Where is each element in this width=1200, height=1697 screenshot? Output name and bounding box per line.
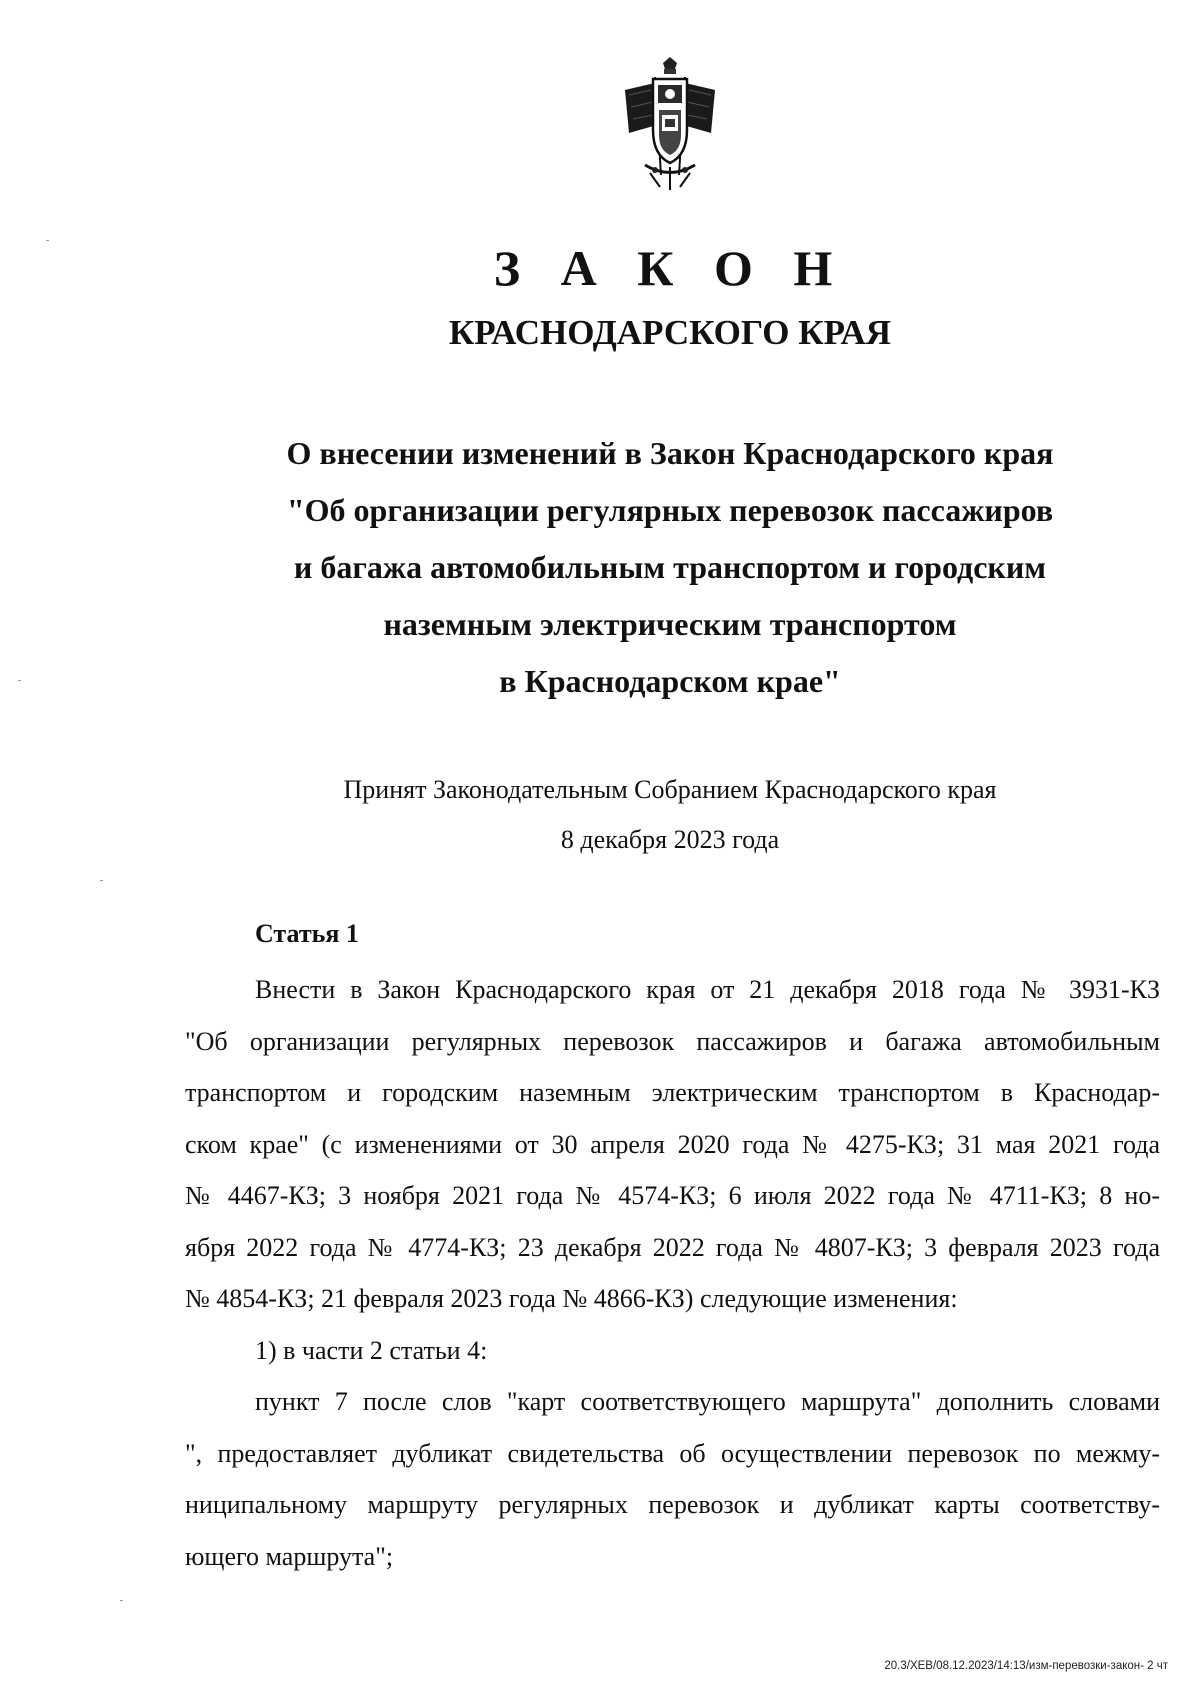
- issuing-region-title: КРАСНОДАРСКОГО КРАЯ: [448, 313, 892, 352]
- law-title-line: наземным электрическим транспортом: [383, 606, 957, 642]
- adoption-date: 8 декабря 2023 года: [560, 825, 780, 854]
- adoption-note: [270, 765, 1070, 865]
- document-footer-code: 20.3/ХЕВ/08.12.2023/14:13/изм-перевозки-закон- 2 чт: [884, 1660, 1168, 1672]
- body-line: транспортом и городским наземным электрическим транспортом в Краснодар-: [185, 1078, 1160, 1107]
- body-line: ября 2022 года № 4774-КЗ; 23 декабря 2022 года № 4807-КЗ; 3 февраля 2023 года: [185, 1232, 1160, 1262]
- krasnodar-krai-coat-of-arms-icon: [615, 55, 725, 195]
- body-line: ниципальному маршруту регулярных перевозок и дубликат карты соответству-: [185, 1490, 1160, 1519]
- body-line: № 4467-КЗ; 3 ноября 2021 года № 4574-КЗ; 6 июля 2022 года № 4711-КЗ; 8 но-: [185, 1181, 1160, 1210]
- body-line: № 4854-КЗ; 21 февраля 2023 года № 4866-КЗ) следующие изменения:: [185, 1284, 958, 1313]
- law-title-line: О внесении изменений в Закон Краснодарского края: [286, 435, 1054, 471]
- article-heading: Статья 1: [255, 919, 359, 948]
- body-line: 1) в части 2 статьи 4:: [255, 1335, 488, 1365]
- adoption-body: Принят Законодательным Собранием Краснодарского края: [343, 775, 997, 804]
- law-title: [270, 425, 1070, 710]
- document-type-title: З А К О Н: [493, 240, 847, 296]
- scan-speck: [18, 680, 21, 681]
- law-title-line: и багажа автомобильным транспортом и городским: [293, 549, 1047, 585]
- scan-speck: [100, 880, 103, 881]
- article-body: [185, 964, 1160, 1582]
- scan-speck: [46, 240, 49, 241]
- law-title-line: "Об организации регулярных перевозок пассажиров: [286, 492, 1054, 528]
- body-line: ющего маршрута";: [185, 1541, 394, 1571]
- body-line: пункт 7 после слов "карт соответствующего маршрута" дополнить словами: [255, 1387, 1160, 1416]
- body-line: "Об организации регулярных перевозок пассажиров и багажа автомобильным: [185, 1026, 1160, 1056]
- law-title-line: в Краснодарском крае": [499, 663, 841, 699]
- body-line: ском крае" (с изменениями от 30 апреля 2020 года № 4275-КЗ; 31 мая 2021 года: [185, 1129, 1160, 1159]
- body-line: ", предоставляет дубликат свидетельства об осуществлении перевозок по межму-: [185, 1438, 1160, 1468]
- scan-speck: [120, 1600, 123, 1601]
- body-line: Внести в Закон Краснодарского края от 21 декабря 2018 года № 3931-КЗ: [255, 975, 1160, 1004]
